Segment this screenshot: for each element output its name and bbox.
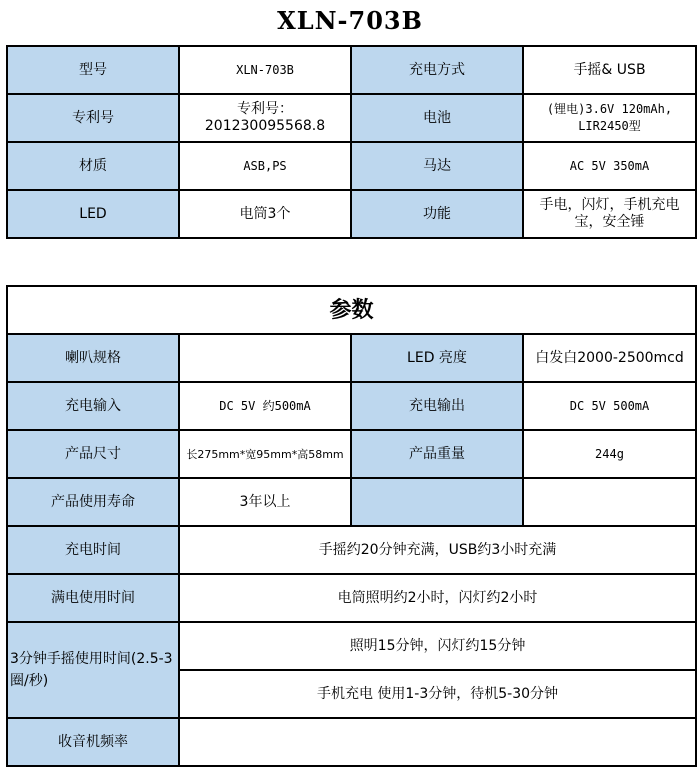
radio-frequency-value	[179, 718, 696, 766]
charge-input-value: DC 5V 约500mA	[179, 382, 351, 430]
table-row	[7, 526, 696, 574]
battery-value: (锂电)3.6V 120mAh, LIR2450型	[523, 94, 696, 142]
charge-method-label: 充电方式	[351, 46, 523, 94]
motor-label: 马达	[351, 142, 523, 190]
table-row	[7, 382, 696, 430]
table-row	[7, 142, 696, 190]
empty-value-cell	[523, 478, 696, 526]
led-value: 电筒3个	[179, 190, 351, 238]
battery-label: 电池	[351, 94, 523, 142]
params-table	[6, 285, 697, 767]
weight-value: 244g	[523, 430, 696, 478]
led-brightness-value: 白发白2000-2500mcd	[523, 334, 696, 382]
charge-output-value: DC 5V 500mA	[523, 382, 696, 430]
lifespan-label: 产品使用寿命	[7, 478, 179, 526]
lifespan-value: 3年以上	[179, 478, 351, 526]
table-row	[7, 94, 696, 142]
page-title: XLN-703B	[277, 6, 423, 35]
crank-use-value-1: 照明15分钟，闪灯约15分钟	[179, 622, 696, 670]
table-row	[7, 718, 696, 766]
table-row	[7, 334, 696, 382]
led-brightness-label: LED 亮度	[351, 334, 523, 382]
crank-use-label: 3分钟手摇使用时间(2.5-3圈/秒)	[7, 622, 179, 718]
charge-input-label: 充电输入	[7, 382, 179, 430]
size-value: 长275mm*宽95mm*高58mm	[179, 430, 351, 478]
crank-use-value-2: 手机充电 使用1-3分钟，待机5-30分钟	[179, 670, 696, 718]
model-label: 型号	[7, 46, 179, 94]
speaker-value	[179, 334, 351, 382]
table-row	[7, 430, 696, 478]
table-row	[7, 190, 696, 238]
patent-value: 专利号：201230095568.8	[179, 94, 351, 142]
table-row	[7, 622, 696, 670]
empty-label-cell	[351, 478, 523, 526]
charge-output-label: 充电输出	[351, 382, 523, 430]
radio-frequency-label: 收音机频率	[7, 718, 179, 766]
charge-time-value: 手摇约20分钟充满，USB约3小时充满	[179, 526, 696, 574]
full-use-value: 电筒照明约2小时，闪灯约2小时	[179, 574, 696, 622]
weight-label: 产品重量	[351, 430, 523, 478]
function-label: 功能	[351, 190, 523, 238]
size-label: 产品尺寸	[7, 430, 179, 478]
function-value: 手电，闪灯，手机充电 宝，安全锤	[523, 190, 696, 238]
full-use-label: 满电使用时间	[7, 574, 179, 622]
table-row	[7, 478, 696, 526]
table-row	[7, 574, 696, 622]
model-value: XLN-703B	[179, 46, 351, 94]
material-value: ASB,PS	[179, 142, 351, 190]
material-label: 材质	[7, 142, 179, 190]
charge-time-label: 充电时间	[7, 526, 179, 574]
spec-table	[6, 45, 697, 239]
params-header: 参数	[7, 286, 696, 334]
table-row	[7, 286, 696, 334]
motor-value: AC 5V 350mA	[523, 142, 696, 190]
led-label: LED	[7, 190, 179, 238]
speaker-label: 喇叭规格	[7, 334, 179, 382]
charge-method-value: 手摇& USB	[523, 46, 696, 94]
patent-label: 专利号	[7, 94, 179, 142]
table-row	[7, 46, 696, 94]
